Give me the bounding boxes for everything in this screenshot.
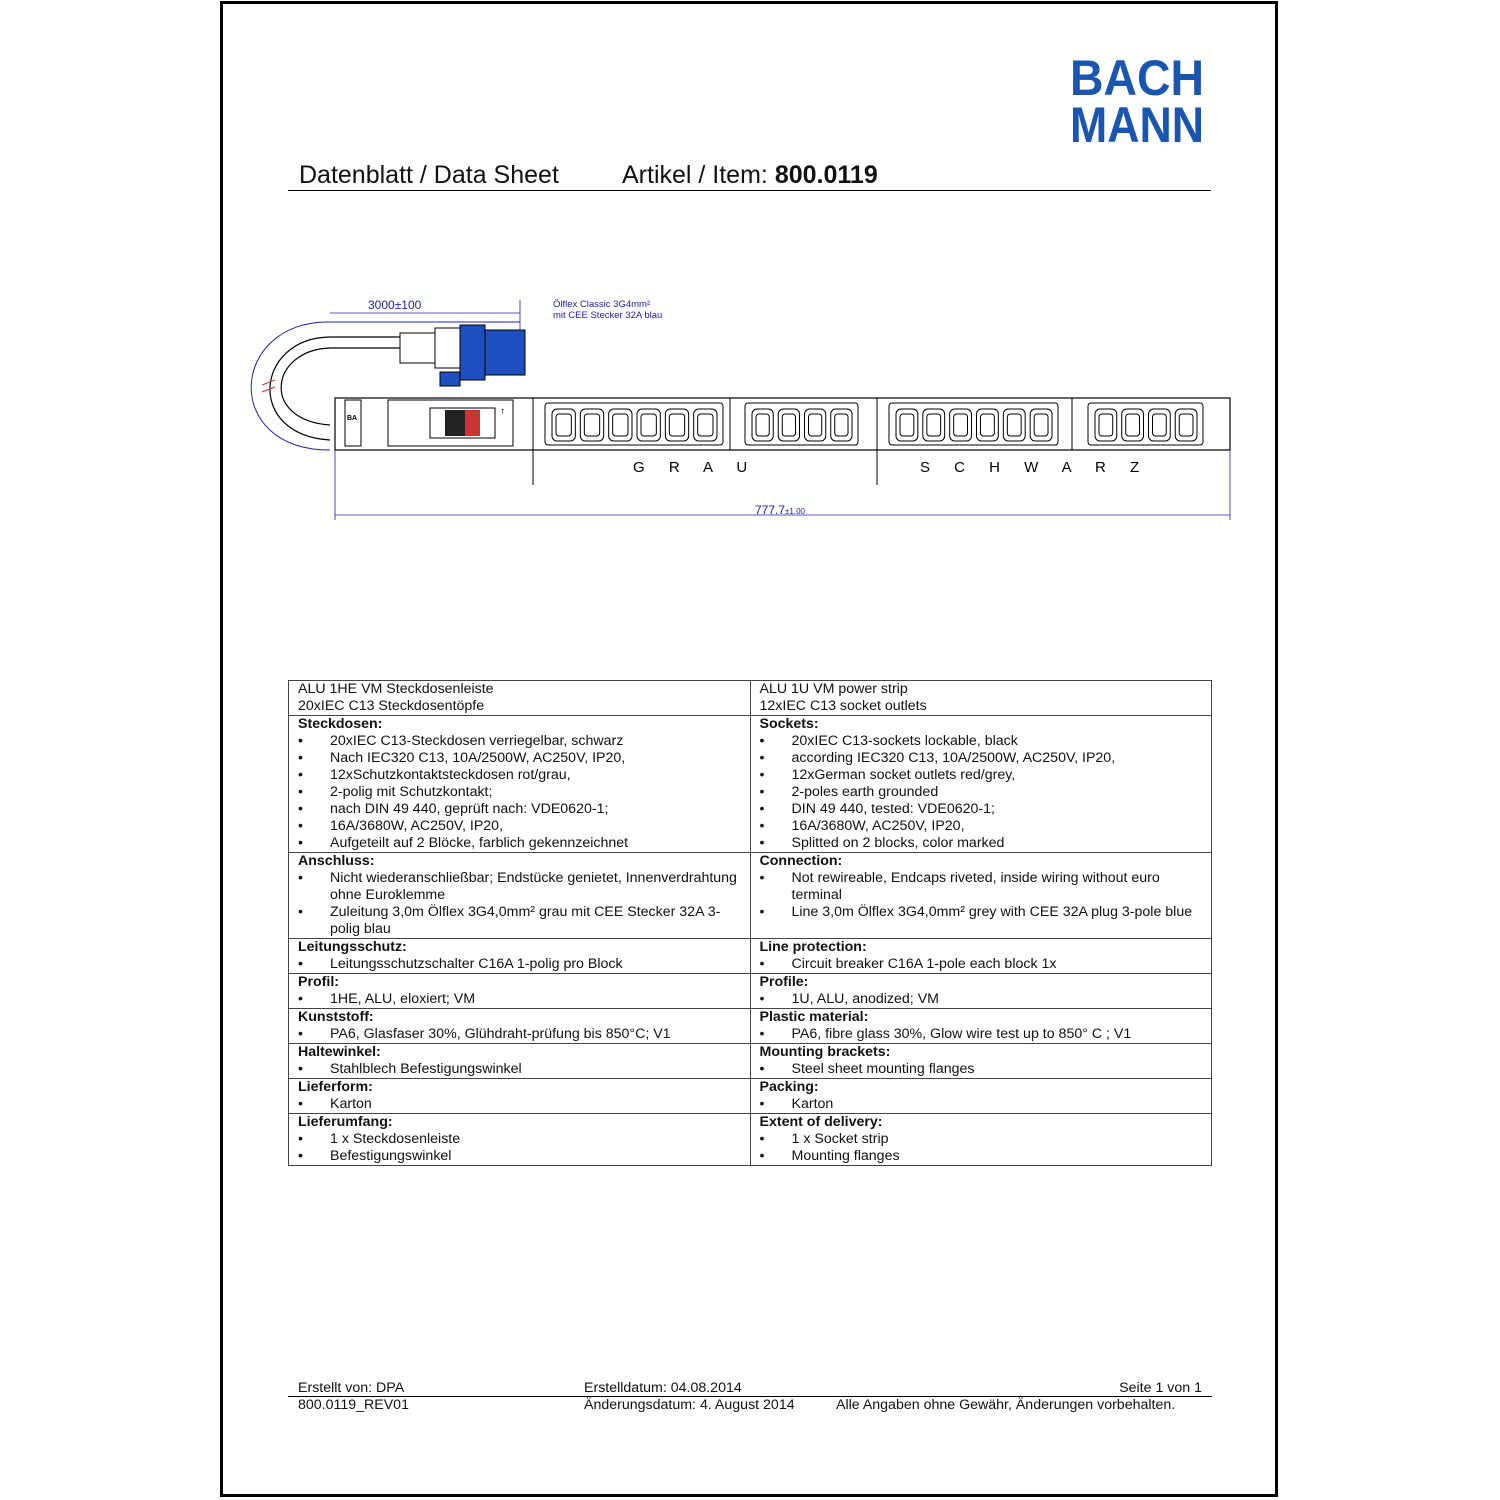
intro-cell-en — [750, 681, 1212, 716]
section-cell-de — [289, 939, 751, 974]
section-cell-de — [289, 974, 751, 1009]
disclaimer: Alle Angaben ohne Gewähr, Änderungen vorbehalten. — [836, 1397, 1176, 1413]
section-cell-de — [289, 853, 751, 939]
intro-cell-de — [289, 681, 751, 716]
section-cell-de — [289, 1044, 751, 1079]
bullet-item: • Splitted on 2 blocks, color marked — [760, 835, 1203, 852]
bullet-list — [760, 956, 1203, 973]
bullet-item: • DIN 49 440, tested: VDE0620-1; — [760, 801, 1203, 818]
bullet-list — [760, 870, 1203, 921]
table-row — [289, 974, 1212, 1009]
bullet-item: • Leitungsschutzschalter C16A 1-polig pro Block — [298, 956, 741, 973]
table-row — [289, 1009, 1212, 1044]
bullet-item: • 20xIEC C13-Steckdosen verriegelbar, schwarz — [298, 733, 741, 750]
section-cell-de — [289, 1079, 751, 1114]
document-footer — [288, 1380, 1212, 1415]
bullet-item: • 1 x Steckdosenleiste — [298, 1131, 741, 1148]
group-label-left: G R A U — [633, 459, 758, 476]
doc-label: Datenblatt / Data Sheet — [299, 161, 559, 189]
bullet-item: • PA6, Glasfaser 30%, Glühdraht-prüfung bis 850°C; V1 — [298, 1026, 741, 1043]
product-drawing — [240, 290, 1240, 530]
bullet-item: • PA6, fibre glass 30%, Glow wire test up to 850° C ; V1 — [760, 1026, 1203, 1043]
section-cell-en — [750, 1114, 1212, 1166]
bullet-item: • 12xSchutzkontaktsteckdosen rot/grau, — [298, 767, 741, 784]
table-row — [289, 1079, 1212, 1114]
bullet-item: • 1 x Socket strip — [760, 1131, 1203, 1148]
bullet-item: • 1HE, ALU, eloxiert; VM — [298, 991, 741, 1008]
section-title: Profil: — [298, 974, 339, 990]
section-title: Packing: — [759, 1079, 819, 1095]
bullet-item: • 2-poles earth grounded — [760, 784, 1203, 801]
bullet-item: • 2-polig mit Schutzkontakt; — [298, 784, 741, 801]
section-title: Anschluss: — [298, 853, 375, 869]
document-header — [288, 160, 1211, 191]
bullet-list — [760, 1096, 1203, 1113]
table-row — [289, 1114, 1212, 1166]
bullet-item: • Line 3,0m Ölflex 3G4,0mm² grey with CEE 32A plug 3-pole blue — [760, 904, 1203, 921]
section-cell-en — [750, 1009, 1212, 1044]
group-label-right: S C H W A R Z — [920, 459, 1150, 476]
table-row — [289, 939, 1212, 974]
item-label: Artikel / Item: — [622, 161, 768, 189]
section-cell-de — [289, 1114, 751, 1166]
bullet-item: • nach DIN 49 440, geprüft nach: VDE0620-1; — [298, 801, 741, 818]
intro-line: ALU 1HE VM Steckdosenleiste — [298, 681, 494, 697]
item-heading — [622, 161, 878, 190]
bullet-item: • Nicht wiederanschließbar; Endstücke genietet, Innenverdrahtung ohne Euroklemme — [298, 870, 741, 904]
bullet-list — [298, 1026, 741, 1043]
bullet-item: • Zuleitung 3,0m Ölflex 3G4,0mm² grau mit CEE Stecker 32A 3-polig blau — [298, 904, 741, 938]
svg-text:BA: BA — [347, 415, 358, 422]
created-date: Erstelldatum: 04.08.2014 — [584, 1380, 742, 1396]
section-title: Extent of delivery: — [759, 1114, 883, 1130]
section-cell-en — [750, 974, 1212, 1009]
bullet-item: • Karton — [760, 1096, 1203, 1113]
bullet-item: • Befestigungswinkel — [298, 1148, 741, 1165]
section-cell-en — [750, 853, 1212, 939]
section-title: Lieferform: — [298, 1079, 373, 1095]
bullet-list — [298, 1096, 741, 1113]
bullet-item: • Karton — [298, 1096, 741, 1113]
bullet-item: • 16A/3680W, AC250V, IP20, — [298, 818, 741, 835]
section-cell-de — [289, 1009, 751, 1044]
changed-date: Änderungsdatum: 4. August 2014 — [584, 1397, 795, 1413]
intro-line: ALU 1U VM power strip — [759, 681, 908, 697]
section-cell-en — [750, 1044, 1212, 1079]
section-cell-en — [750, 1079, 1212, 1114]
intro-line: 12xIEC C13 socket outlets — [759, 698, 927, 714]
cable-length-label: 3000±100 — [368, 298, 422, 312]
bullet-item: • 16A/3680W, AC250V, IP20, — [760, 818, 1203, 835]
document-id: 800.0119_REV01 — [298, 1397, 409, 1413]
section-title: Mounting brackets: — [759, 1044, 891, 1060]
bullet-list — [760, 1026, 1203, 1043]
bullet-item: • 12xGerman socket outlets red/grey, — [760, 767, 1203, 784]
section-cell-de — [289, 716, 751, 853]
cable-note-1: Ölflex Classic 3G4mm² — [553, 299, 651, 310]
table-row — [289, 1044, 1212, 1079]
created-by: Erstellt von: DPA — [298, 1380, 405, 1396]
bullet-item: • Circuit breaker C16A 1-pole each block 1x — [760, 956, 1203, 973]
specification-table — [288, 680, 1212, 1166]
intro-line: 20xIEC C13 Steckdosentöpfe — [298, 698, 485, 714]
section-title: Plastic material: — [759, 1009, 869, 1025]
section-title: Line protection: — [759, 939, 867, 955]
bachmann-logo — [1070, 50, 1204, 153]
bullet-item: • 20xIEC C13-sockets lockable, black — [760, 733, 1203, 750]
section-title: Sockets: — [759, 716, 819, 732]
bullet-item: • Not rewireable, Endcaps riveted, inside wiring without euro terminal — [760, 870, 1203, 904]
bullet-item: • according IEC320 C13, 10A/2500W, AC250V, IP20, — [760, 750, 1203, 767]
bullet-item: • Aufgeteilt auf 2 Blöcke, farblich gekennzeichnet — [298, 835, 741, 852]
bullet-list — [298, 956, 741, 973]
section-title: Lieferumfang: — [298, 1114, 393, 1130]
section-title: Steckdosen: — [298, 716, 383, 732]
table-row — [289, 853, 1212, 939]
bullet-item: • 1U, ALU, anodized; VM — [760, 991, 1203, 1008]
bullet-list — [760, 733, 1203, 852]
svg-text:↑: ↑ — [500, 406, 505, 417]
section-title: Kunststoff: — [298, 1009, 374, 1025]
section-title: Leitungsschutz: — [298, 939, 407, 955]
bullet-list — [298, 1061, 741, 1078]
cable-note-2: mit CEE Stecker 32A blau — [553, 310, 663, 321]
page-number: Seite 1 von 1 — [1119, 1380, 1202, 1396]
bullet-item: • Steel sheet mounting flanges — [760, 1061, 1203, 1078]
bullet-list — [760, 1061, 1203, 1078]
bullet-list — [298, 1131, 741, 1165]
bullet-list — [298, 991, 741, 1008]
logo-line-2: MANN — [1070, 97, 1204, 153]
total-length-label: 777.7±1.00 — [755, 503, 805, 517]
bullet-item: • Nach IEC320 C13, 10A/2500W, AC250V, IP20, — [298, 750, 741, 767]
item-number: 800.0119 — [774, 161, 878, 189]
section-cell-en — [750, 939, 1212, 974]
bullet-item: • Stahlblech Befestigungswinkel — [298, 1061, 741, 1078]
section-title: Profile: — [759, 974, 809, 990]
bullet-list — [298, 733, 741, 852]
bullet-item: • Mounting flanges — [760, 1148, 1203, 1165]
section-title: Haltewinkel: — [298, 1044, 381, 1060]
table-row — [289, 681, 1212, 716]
cee-plug — [400, 325, 525, 386]
section-title: Connection: — [759, 853, 843, 869]
logo-line-1: BACH — [1070, 50, 1204, 106]
table-row — [289, 716, 1212, 853]
section-cell-en — [750, 716, 1212, 853]
bullet-list — [760, 1131, 1203, 1165]
bullet-list — [298, 870, 741, 938]
bullet-list — [760, 991, 1203, 1008]
